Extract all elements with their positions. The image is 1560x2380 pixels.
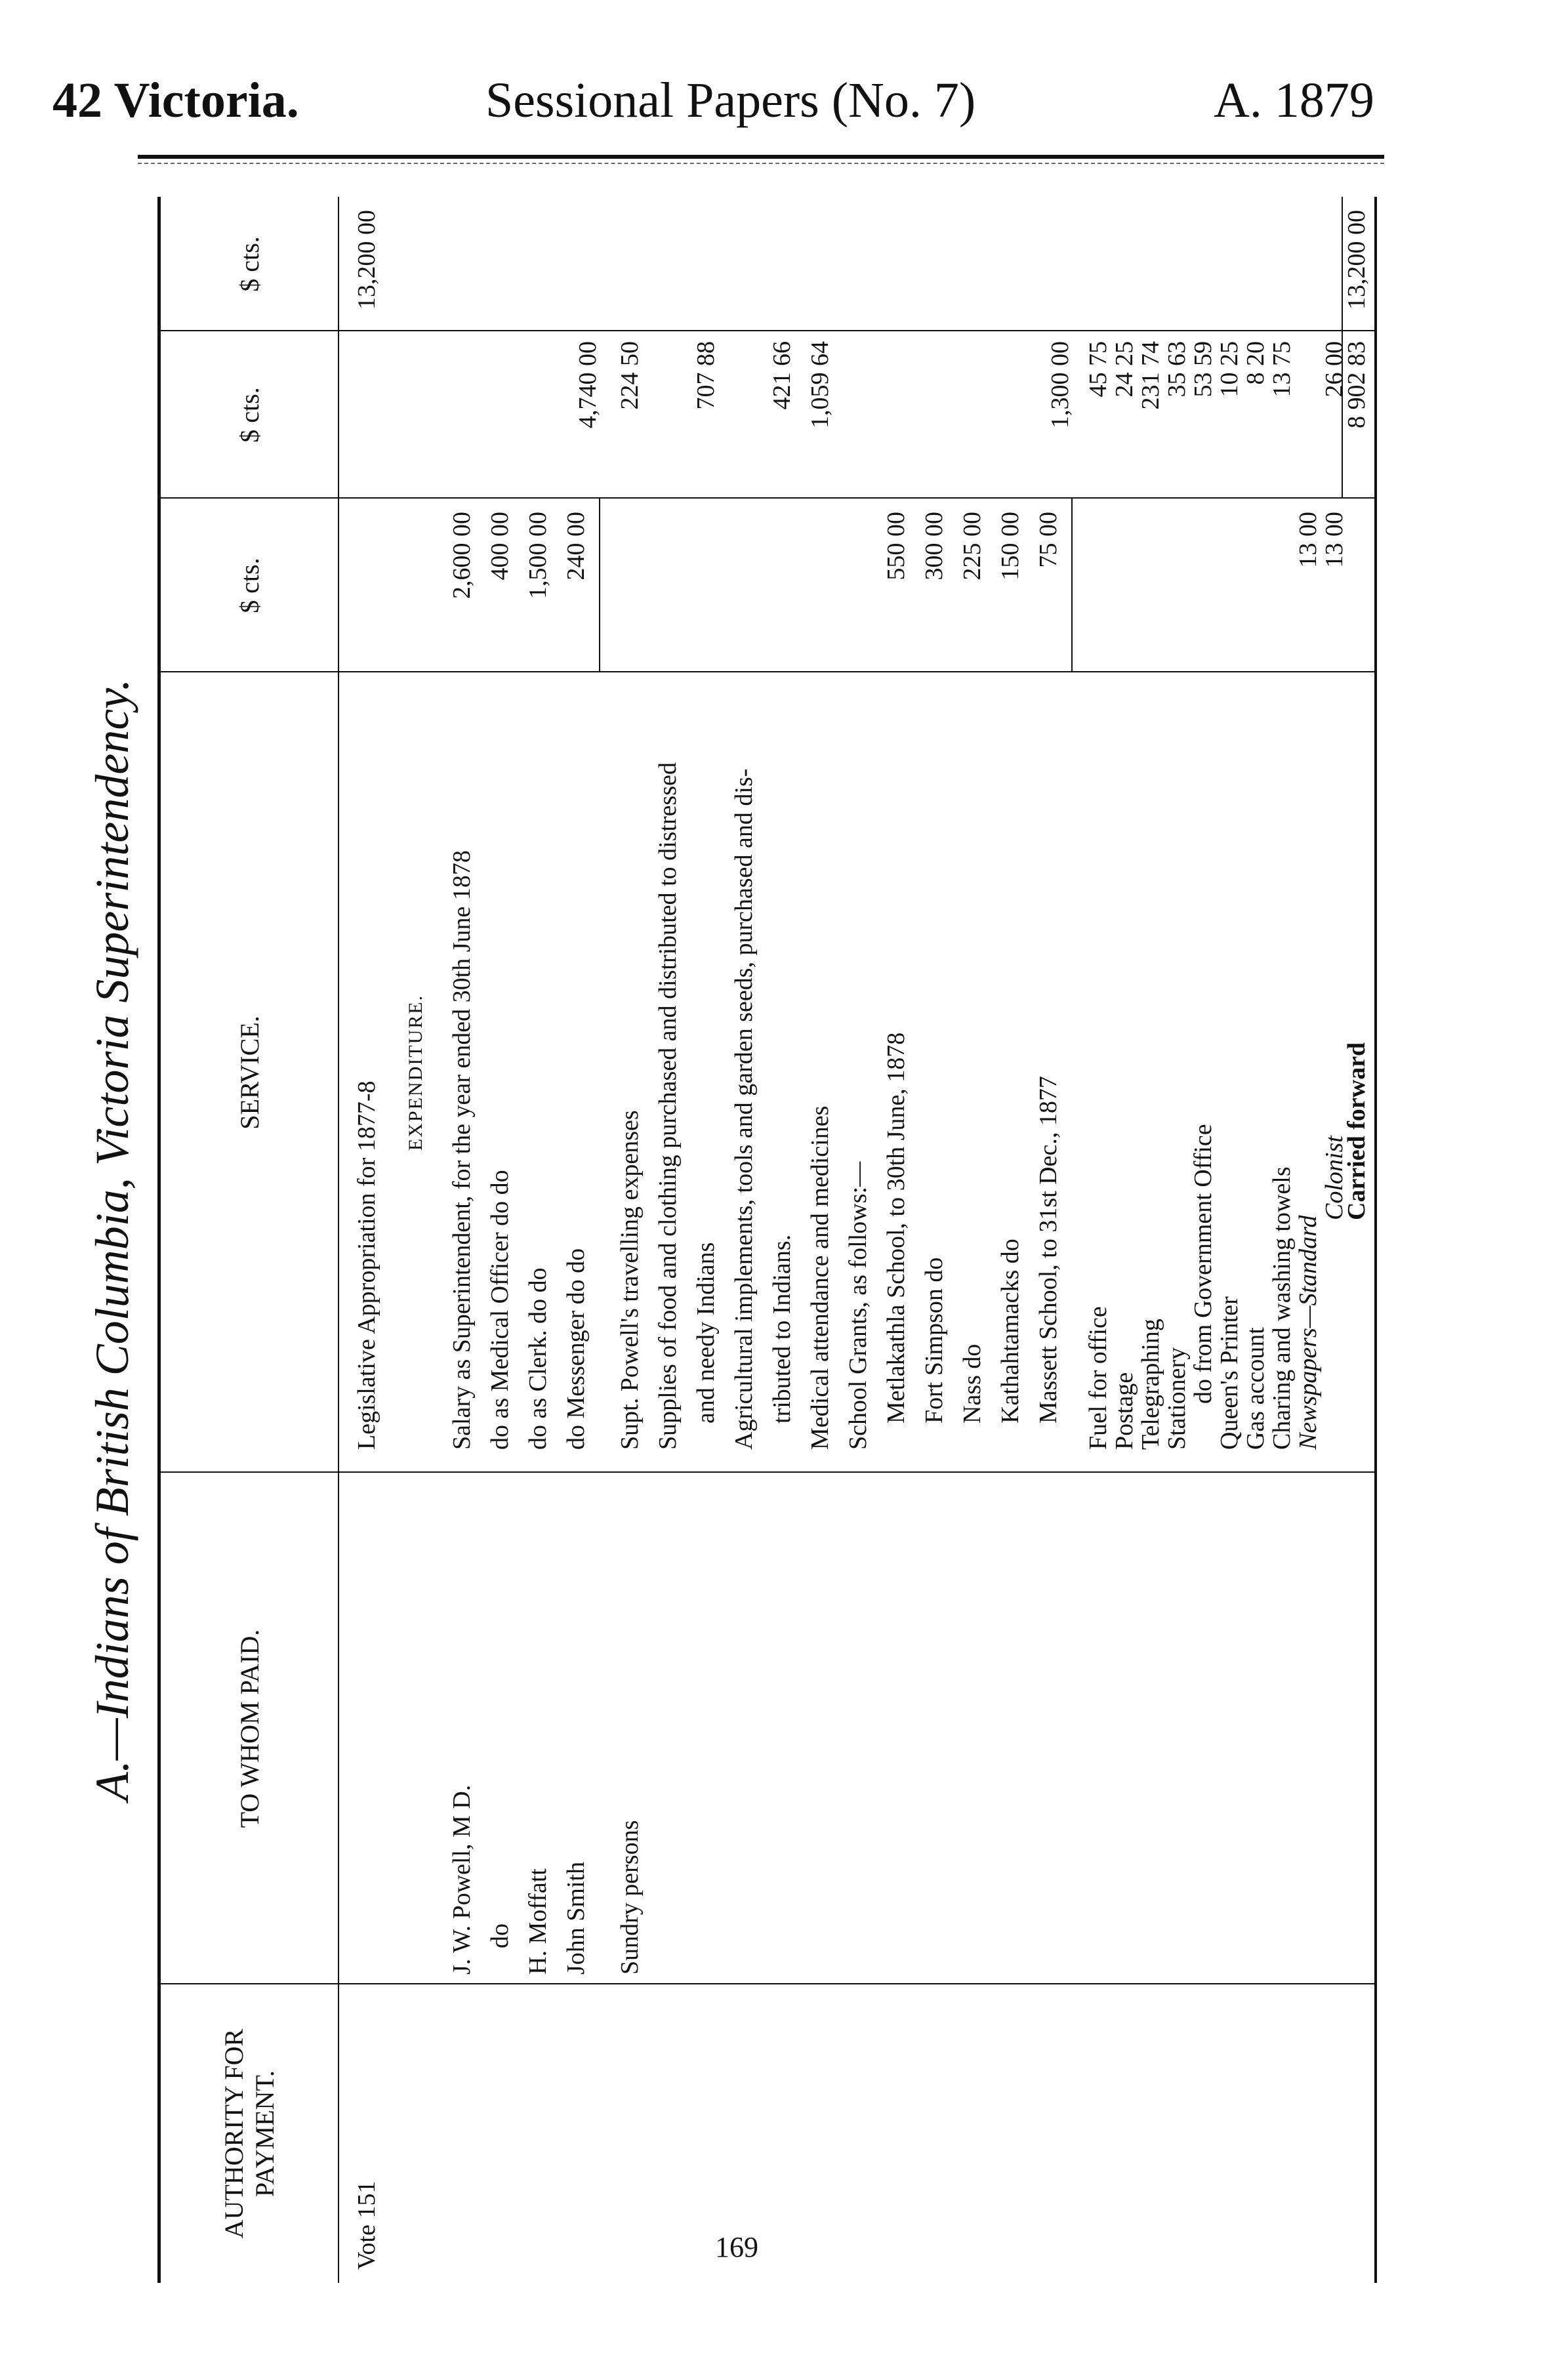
service-cell: Kathahtamacks do — [996, 1239, 1024, 1424]
amount-cell-2: 421 66 — [768, 341, 796, 410]
service-cell: Legislative Appropriation for 1877-8 — [353, 1080, 380, 1450]
amount-cell-1: 400 00 — [486, 512, 514, 581]
service-cell: Postage — [1111, 1372, 1138, 1450]
amount-cell-1: 150 00 — [996, 512, 1024, 581]
table-row — [763, 197, 801, 2283]
amount-cell-2: 1,300 00 — [1046, 341, 1074, 428]
service-cell: Supt. Powell's travelling expenses — [616, 1110, 644, 1450]
amount-cell-3: 13,200 00 — [353, 210, 380, 310]
amount-cell-1: 2,600 00 — [448, 512, 476, 599]
table-row — [687, 197, 725, 2283]
amount-cell-2: 45 75 — [1084, 341, 1112, 398]
service-cell: Newspapers—Standard — [1294, 1215, 1322, 1450]
service-cell: Agricultural implements, tools and garden seeds, purchased and dis- — [730, 768, 758, 1450]
service-cell: Fort Simpson do — [920, 1257, 948, 1424]
service-cell: Charing and washing towels — [1268, 1166, 1296, 1450]
amount-cell-1: 1,500 00 — [524, 512, 552, 599]
amount-cell-2: 1,059 64 — [806, 341, 834, 428]
amount-cell-1: 75 00 — [1035, 512, 1062, 568]
page-number: 169 — [715, 2231, 758, 2263]
amount-cell-2: 8 902 83 — [1343, 341, 1370, 428]
payee-cell: Sundry persons — [616, 1820, 644, 1975]
amount-cell-2: 26 00 — [1321, 341, 1348, 398]
service-cell: Medical attendance and medicines — [806, 1105, 834, 1450]
table-row — [519, 197, 557, 2283]
amount-cell-1: 240 00 — [562, 512, 590, 581]
expenditure-table — [157, 197, 1377, 2283]
payee-cell: J. W. Powell, M D. — [448, 1784, 476, 1975]
table-row — [481, 197, 519, 2283]
header-sessional-papers: Sessional Papers (No. 7) — [485, 73, 976, 128]
amount-cell-1: 300 00 — [920, 512, 948, 581]
amount-cell-1: 225 00 — [958, 512, 986, 581]
service-cell: do Messenger do do — [562, 1248, 590, 1450]
col-header-service: SERVICE. — [161, 672, 339, 1473]
service-cell: Colonist — [1321, 1136, 1348, 1220]
table-row — [1029, 197, 1074, 2283]
table-row-carried-forward — [1338, 197, 1376, 2283]
subtotal-rule — [599, 499, 600, 672]
payee-cell: H. Moffatt — [524, 1868, 552, 1975]
table-row — [348, 197, 386, 2283]
service-cell: do as Clerk. do do — [524, 1267, 552, 1450]
service-cell: Carried forward — [1343, 1042, 1370, 1220]
service-cell: Gas account — [1242, 1327, 1269, 1450]
page-header — [52, 72, 1483, 151]
table-row — [801, 197, 839, 2283]
col-header-cts-1: $ cts. — [161, 499, 339, 672]
service-cell: and needy Indians — [692, 1242, 720, 1424]
header-volume: 42 Victoria. — [52, 73, 299, 128]
service-cell: Metlakathla School, to 30th June, 1878 — [882, 1032, 910, 1424]
table-row — [725, 197, 763, 2283]
subtotal-rule — [1071, 499, 1073, 672]
amount-cell-3: 13,200 00 — [1343, 210, 1370, 310]
table-row — [649, 197, 687, 2283]
amount-cell-2: 4,740 00 — [574, 341, 602, 428]
amount-cell-1: 550 00 — [882, 512, 910, 581]
table-row — [915, 197, 953, 2283]
table-row — [611, 197, 649, 2283]
amount-cell-1: 13 00 — [1294, 512, 1322, 568]
service-cell: Salary as Superintendent, for the year ended 30th June 1878 — [448, 850, 476, 1450]
expenditure-heading: EXPENDITURE. — [405, 994, 426, 1151]
service-cell: Supplies of food and clothing purchased and distributed to distressed — [654, 762, 682, 1450]
amount-cell-2: 8 20 — [1242, 341, 1269, 385]
rotated-table-page — [85, 197, 1397, 2283]
amount-cell-2: 10 25 — [1216, 341, 1243, 398]
col-header-to-whom-paid: TO WHOM PAID. — [161, 1473, 339, 1984]
service-cell: Fuel for office — [1084, 1306, 1112, 1450]
col-header-authority: AUTHORITY FOR PAYMENT. — [161, 1984, 339, 2283]
col-header-cts-2: $ cts. — [161, 331, 339, 499]
amount-cell-2: 224 50 — [616, 341, 644, 410]
amount-cell-2: 24 25 — [1111, 341, 1138, 398]
service-cell: School Grants, as follows:— — [844, 1161, 872, 1450]
table-row — [443, 197, 481, 2283]
authority-cell: Vote 151 — [353, 2181, 380, 2270]
amount-cell-2: 231 74 — [1137, 341, 1164, 410]
amount-cell-2: 53 59 — [1189, 341, 1217, 398]
service-cell: do from Government Office — [1189, 1124, 1217, 1404]
service-cell: tributed to Indians. — [768, 1234, 796, 1424]
table-row — [557, 197, 602, 2283]
col-header-cts-3: $ cts. — [161, 197, 339, 331]
amount-cell-1: 13 00 — [1321, 512, 1348, 568]
service-cell: Massett School, to 31st Dec., 1877 — [1035, 1076, 1062, 1424]
amount-cell-2: 707 88 — [692, 341, 720, 410]
table-row — [991, 197, 1029, 2283]
header-year: A. 1879 — [1214, 73, 1374, 128]
header-rule — [138, 155, 1384, 159]
payee-cell: John Smith — [562, 1861, 590, 1975]
service-cell: Queen's Printer — [1216, 1296, 1243, 1450]
amount-cell-2: 35 63 — [1163, 341, 1191, 398]
service-cell: do as Medical Officer do do — [486, 1170, 514, 1450]
amount-cell-2: 13 75 — [1268, 341, 1296, 398]
service-cell: Nass do — [958, 1344, 986, 1424]
table-title: A.—Indians of British Columbia, Victoria Superintendency. — [86, 678, 138, 1801]
table-row — [953, 197, 991, 2283]
service-cell: Stationery — [1163, 1347, 1191, 1450]
header-rule-dashed — [138, 163, 1384, 164]
table-row — [839, 197, 877, 2283]
payee-cell: do — [486, 1923, 514, 1948]
table-row — [877, 197, 915, 2283]
service-cell: Telegraphing — [1137, 1319, 1164, 1450]
